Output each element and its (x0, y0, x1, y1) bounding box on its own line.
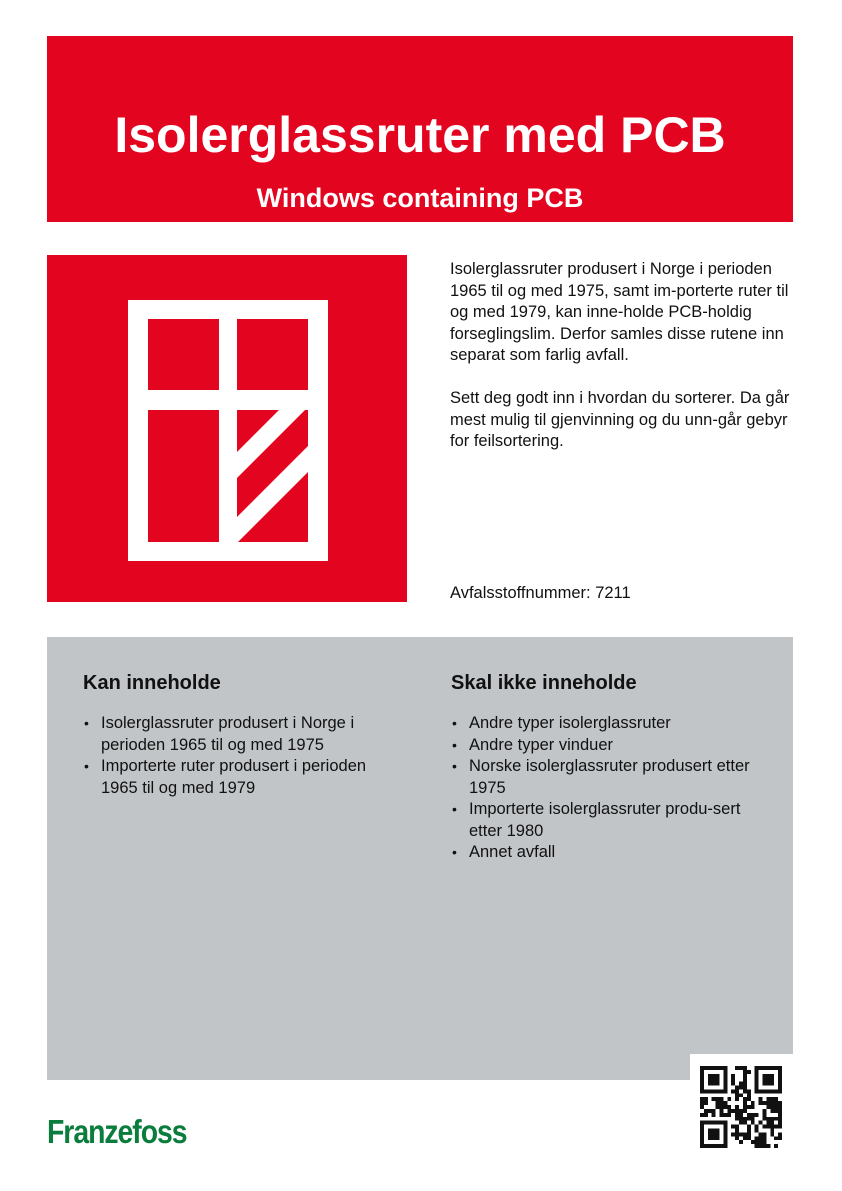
page-title: Isolerglassruter med PCB (114, 107, 726, 163)
description (450, 259, 795, 474)
list-item: • Norske isolerglassruter produsert etter 1975 (451, 756, 761, 799)
must-not-contain-section (451, 669, 761, 864)
list-item: • Andre typer isolerglassruter (451, 713, 761, 735)
list-item: • Andre typer vinduer (451, 735, 761, 757)
header-banner (47, 36, 793, 222)
list-item: • Importerte ruter produsert i perioden 1965 til og med 1979 (83, 756, 403, 799)
can-contain-list (83, 713, 403, 799)
can-contain-section (83, 669, 403, 799)
qr-code-icon[interactable] (690, 1054, 793, 1157)
description-paragraph: Isolerglassruter produsert i Norge i perioden 1965 til og med 1975, samt im-porterte ruter til og med 1979, kan inne-holde PCB-holdig forseglingslim. Derfor samles disse rutene inn separat som farlig avfall. (450, 260, 789, 364)
list-item: • Isolerglassruter produsert i Norge i perioden 1965 til og med 1975 (83, 713, 403, 756)
description-paragraph: Sett deg godt inn i hvordan du sorterer. Da går mest mulig til gjenvinning og du unn-går gebyr for feilsortering. (450, 389, 790, 450)
list-item: • Annet avfall (451, 842, 761, 864)
must-not-contain-heading: Skal ikke inneholde (451, 672, 637, 694)
franzefoss-logo: Franzefoss (47, 1113, 187, 1150)
list-item: • Importerte isolerglassruter produ-sert etter 1980 (451, 799, 761, 842)
must-not-contain-list (451, 713, 761, 864)
can-contain-heading: Kan inneholde (83, 672, 221, 694)
page-subtitle: Windows containing PCB (256, 183, 584, 213)
window-pcb-icon (47, 255, 407, 602)
waste-number: Avfalsstoffnummer: 7211 (450, 584, 631, 602)
